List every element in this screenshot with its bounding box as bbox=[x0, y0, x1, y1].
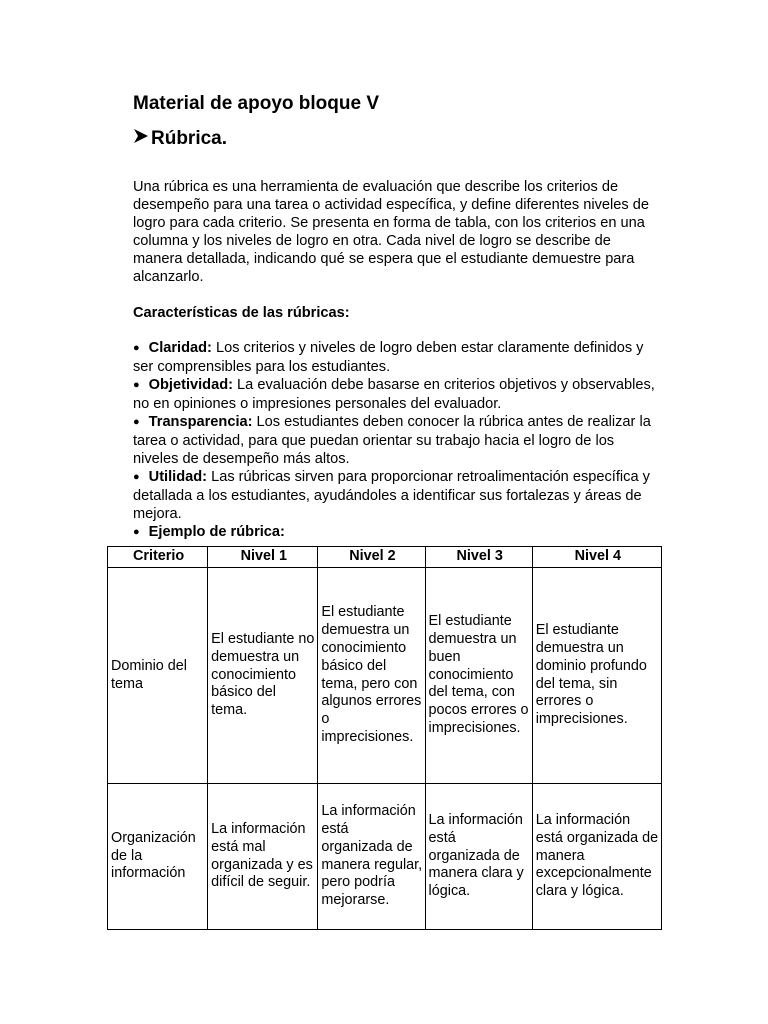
cell-text: El estudiante demuestra un conocimiento básico del tema, pero con algunos errores o imprecisiones. bbox=[321, 604, 422, 745]
cell-text: La información está mal organizada y es difícil de seguir. bbox=[211, 820, 313, 891]
cell-text: Dominio del tema bbox=[111, 657, 187, 692]
list-item bbox=[133, 468, 663, 523]
table-cell bbox=[532, 784, 661, 930]
list-item bbox=[133, 523, 663, 542]
bullet-term: Objetividad: bbox=[148, 377, 233, 393]
bullet-text: Los criterios y niveles de logro deben estar claramente definidos y ser comprensibles para los estudiantes. bbox=[133, 340, 644, 375]
table-cell bbox=[425, 784, 532, 930]
bullet-term: Claridad: bbox=[148, 340, 212, 356]
cell-text: El estudiante demuestra un dominio profundo del tema, sin errores o imprecisiones. bbox=[535, 622, 647, 728]
table-row bbox=[108, 784, 662, 930]
section-heading bbox=[133, 127, 663, 151]
bullet-term: Ejemplo de rúbrica: bbox=[148, 524, 285, 540]
table-cell-criterion bbox=[108, 784, 208, 930]
table-row bbox=[108, 568, 662, 784]
bullet-term: Transparencia: bbox=[148, 414, 253, 430]
bullet-icon: ● bbox=[133, 471, 140, 483]
section-heading-text: Rúbrica. bbox=[151, 128, 228, 149]
bullet-text: Las rúbricas sirven para proporcionar retroalimentación específica y detallada a los estudiantes, ayudándoles a identificar sus fortalezas y áreas de mejora. bbox=[133, 469, 650, 522]
table-cell bbox=[208, 568, 318, 784]
rubric-table bbox=[107, 546, 662, 930]
column-header-criterio: Criterio bbox=[108, 547, 208, 568]
list-item bbox=[133, 413, 663, 468]
cell-text: El estudiante no demuestra un conocimiento básico del tema. bbox=[211, 631, 315, 719]
characteristics-list bbox=[133, 339, 663, 542]
column-header-nivel-2: Nivel 2 bbox=[318, 547, 425, 568]
column-header-nivel-4: Nivel 4 bbox=[532, 547, 661, 568]
document-page bbox=[133, 92, 663, 542]
bullet-icon: ● bbox=[133, 379, 140, 391]
arrow-bullet-icon bbox=[133, 127, 149, 151]
table-header-row bbox=[108, 547, 662, 568]
table-cell bbox=[208, 784, 318, 930]
bullet-text: La evaluación debe basarse en criterios objetivos y observables, no en opiniones o impresiones personales del evaluador. bbox=[133, 377, 655, 412]
bullet-icon: ● bbox=[133, 526, 140, 538]
bullet-icon: ● bbox=[133, 342, 140, 354]
table-cell bbox=[318, 568, 425, 784]
cell-text: El estudiante demuestra un buen conocimiento del tema, con pocos errores o imprecisiones. bbox=[428, 613, 529, 736]
bullet-term: Utilidad: bbox=[148, 469, 208, 485]
table-cell bbox=[425, 568, 532, 784]
column-header-nivel-3: Nivel 3 bbox=[425, 547, 532, 568]
characteristics-heading: Características de las rúbricas: bbox=[133, 305, 350, 321]
document-title: Material de apoyo bloque V bbox=[133, 93, 379, 114]
list-item bbox=[133, 339, 663, 376]
intro-paragraph: Una rúbrica es una herramienta de evaluación que describe los criterios de desempeño para una tarea o actividad específica, y define diferentes niveles de logro para cada criterio. Se presenta en forma de tabla, con los criterios en una columna y los niveles de logro en otra. Cada nivel de logro se describe de manera detallada, indicando qué se espera que el estudiante demuestre para alcanzarlo. bbox=[133, 179, 649, 285]
column-header-nivel-1: Nivel 1 bbox=[208, 547, 318, 568]
cell-text: Organización de la información bbox=[111, 829, 196, 882]
table-cell bbox=[532, 568, 661, 784]
cell-text: La información está organizada de manera regular, pero podría mejorarse. bbox=[321, 803, 423, 909]
cell-text: La información está organizada de manera clara y lógica. bbox=[428, 812, 524, 900]
cell-text: La información está organizada de manera excepcionalmente clara y lógica. bbox=[535, 812, 659, 900]
table-cell-criterion bbox=[108, 568, 208, 784]
list-item bbox=[133, 376, 663, 413]
bullet-text: Los estudiantes deben conocer la rúbrica antes de realizar la tarea o actividad, para que puedan orientar su trabajo hacia el logro de los niveles de desempeño más altos. bbox=[133, 414, 651, 467]
bullet-icon: ● bbox=[133, 416, 140, 428]
table-cell bbox=[318, 784, 425, 930]
